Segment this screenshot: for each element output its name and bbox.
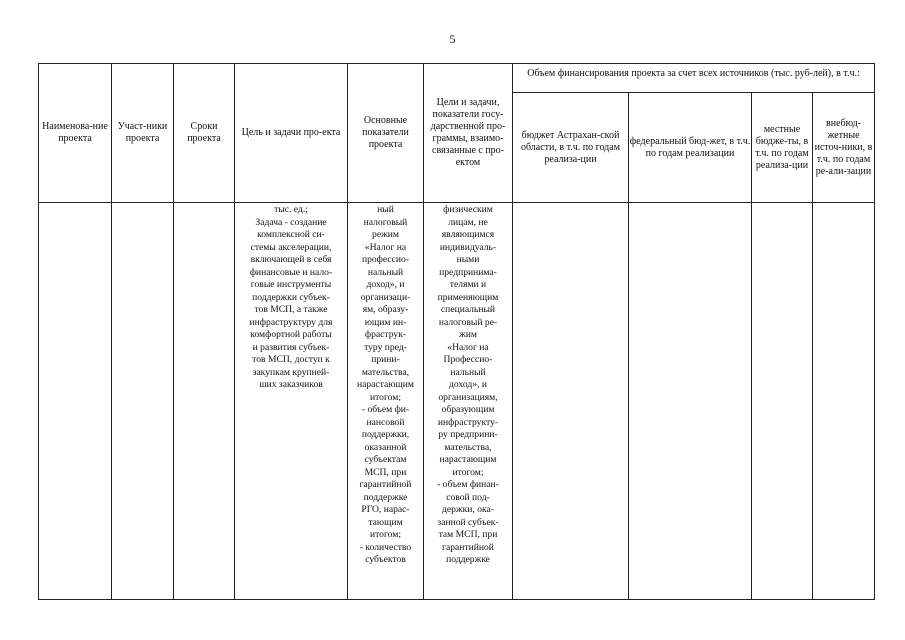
text-line: прини-: [371, 354, 400, 365]
header-extrabudgetary: [813, 93, 875, 203]
cell-local-budgets: [752, 203, 813, 600]
project-table: [38, 63, 875, 600]
header-participants: [112, 64, 174, 203]
header-terms: [174, 64, 235, 203]
text-line: гарантийной: [359, 479, 412, 490]
text-line: доход», и: [449, 379, 487, 390]
header-state-program-label: Цели и задачи, показатели госу-дарственной про-граммы, взаимо-связанные с про-ектом: [430, 97, 506, 168]
text-line: ющим ин-: [364, 316, 407, 328]
text-line: организациям,: [438, 391, 498, 403]
text-line: гарантийной: [442, 541, 494, 553]
header-local-budgets-label: местные бюдже-ты, в т.ч. по годам реализа-ции: [755, 123, 809, 171]
text-line: применяющим: [437, 291, 499, 303]
page-number: 5: [449, 32, 456, 46]
text-line: инфраструкту-: [437, 416, 499, 428]
text-line: совой под-: [446, 491, 490, 503]
text-line: тающим: [368, 516, 403, 528]
header-regional-budget-label: бюджет Астрахан-ской области, в т.ч. по годам реализа-ции: [520, 129, 621, 165]
text-line: ших заказчиков: [259, 379, 323, 390]
text-line: туру пред-: [364, 341, 407, 353]
text-line: нальный: [367, 266, 404, 278]
text-line: инфраструктуру для: [249, 316, 333, 328]
cell-indicators: [348, 203, 424, 600]
text-line: закупкам крупней-: [252, 366, 330, 378]
header-name-label: Наименова-ние проекта: [42, 121, 108, 144]
header-goal: [235, 64, 348, 203]
text-line: физическим: [443, 204, 493, 215]
text-line: Профессио-: [443, 354, 493, 365]
text-line: ный: [377, 204, 394, 215]
text-line: итогом;: [369, 529, 402, 540]
text-line: итогом;: [369, 391, 402, 403]
text-line: предпринима-: [439, 266, 497, 278]
text-line: тов МСП, а также: [254, 304, 328, 315]
header-local-budgets: [752, 93, 813, 203]
text-line: - объем финан-: [437, 479, 499, 490]
text-line: финансовые и нало-: [249, 266, 333, 278]
cell-regional-budget: [513, 203, 629, 600]
text-line: РГО, нарас-: [361, 504, 410, 515]
text-line: итогом;: [452, 466, 484, 478]
text-line: поддержке: [363, 491, 408, 503]
header-terms-label: Сроки проекта: [187, 121, 221, 144]
text-line: - объем фи-: [361, 404, 410, 415]
text-line: и развития субъек-: [252, 341, 330, 353]
text-line: тыс. ед.;: [274, 204, 308, 215]
text-line: комфортной работы: [250, 329, 332, 340]
text-line: тов МСП, доступ к: [252, 354, 330, 365]
header-name: [39, 64, 112, 203]
text-line: субъектам: [364, 454, 407, 465]
text-line: субъектов: [365, 554, 406, 565]
text-line: мательства,: [444, 441, 492, 453]
text-line: налоговый: [363, 216, 408, 228]
text-line: мательства,: [361, 366, 410, 378]
text-line: занной субъек-: [437, 516, 499, 528]
text-line: жим: [459, 329, 477, 340]
header-goal-label: Цель и задачи про-екта: [241, 127, 341, 138]
text-line: МСП, при: [364, 466, 407, 478]
header-financing-group: [513, 64, 875, 93]
text-line: образующим: [441, 404, 495, 415]
text-line: лицам, не: [448, 216, 488, 228]
cell-extrabudgetary: [813, 203, 875, 600]
text-line: «Налог на: [364, 241, 407, 253]
text-line: нарастающим: [356, 379, 415, 390]
header-state-program: [424, 64, 513, 203]
text-line: «Налог на: [447, 341, 489, 353]
header-regional-budget: [513, 93, 629, 203]
text-line: поддержки,: [361, 429, 410, 440]
header-financing-group-label: Объем финансирования проекта за счет всех источников (тыс. руб-лей), в т.ч.:: [527, 68, 860, 79]
cell-federal-budget: [629, 203, 752, 600]
header-extrabudgetary-label: внебюд-жетные источ-ники, в т.ч. по годам ре-али-зации: [814, 117, 873, 177]
text-line: поддержке: [446, 554, 490, 565]
text-line: стемы акселерации,: [250, 241, 332, 253]
cell-terms: [174, 203, 235, 600]
text-line: нансовой: [366, 416, 405, 428]
header-participants-label: Участ-ники проекта: [117, 121, 168, 144]
text-line: там МСП, при: [438, 529, 498, 540]
text-line: говые инструменты: [250, 279, 332, 290]
text-line: специальный: [440, 304, 496, 315]
text-line: режим: [372, 229, 399, 240]
text-line: доход», и: [366, 279, 405, 290]
text-line: комплексной си-: [257, 229, 325, 240]
cell-participants: [112, 203, 174, 600]
text-line: индивидуаль-: [439, 241, 497, 253]
text-line: держки, ока-: [442, 504, 494, 515]
text-line: оказанной: [364, 441, 407, 453]
text-line: ными: [456, 254, 480, 265]
text-line: ям, образу-: [362, 304, 409, 315]
text-line: организаци-: [360, 291, 411, 303]
header-federal-budget-label: федеральный бюд-жет, в т.ч. по годам реализации: [629, 135, 751, 159]
text-line: телями и: [449, 279, 487, 290]
text-line: нальный: [450, 366, 486, 378]
text-line: налоговый ре-: [438, 316, 498, 328]
cell-name: [39, 203, 112, 600]
text-line: фраструк-: [364, 329, 407, 340]
text-line: нарастающим: [439, 454, 497, 465]
header-indicators: [348, 64, 424, 203]
text-line: поддержки субъек-: [252, 291, 330, 303]
text-line: Задача - создание: [255, 216, 327, 228]
header-federal-budget: [629, 93, 752, 203]
text-line: являющимся: [441, 229, 495, 240]
text-line: профессио-: [361, 254, 410, 265]
text-line: - количество: [359, 541, 412, 553]
text-line: включающей в себя: [250, 254, 332, 265]
cell-goal: [235, 203, 348, 600]
text-line: ру предприни-: [438, 429, 498, 440]
header-indicators-label: Основные показатели проекта: [362, 115, 409, 150]
cell-state-program: [424, 203, 513, 600]
